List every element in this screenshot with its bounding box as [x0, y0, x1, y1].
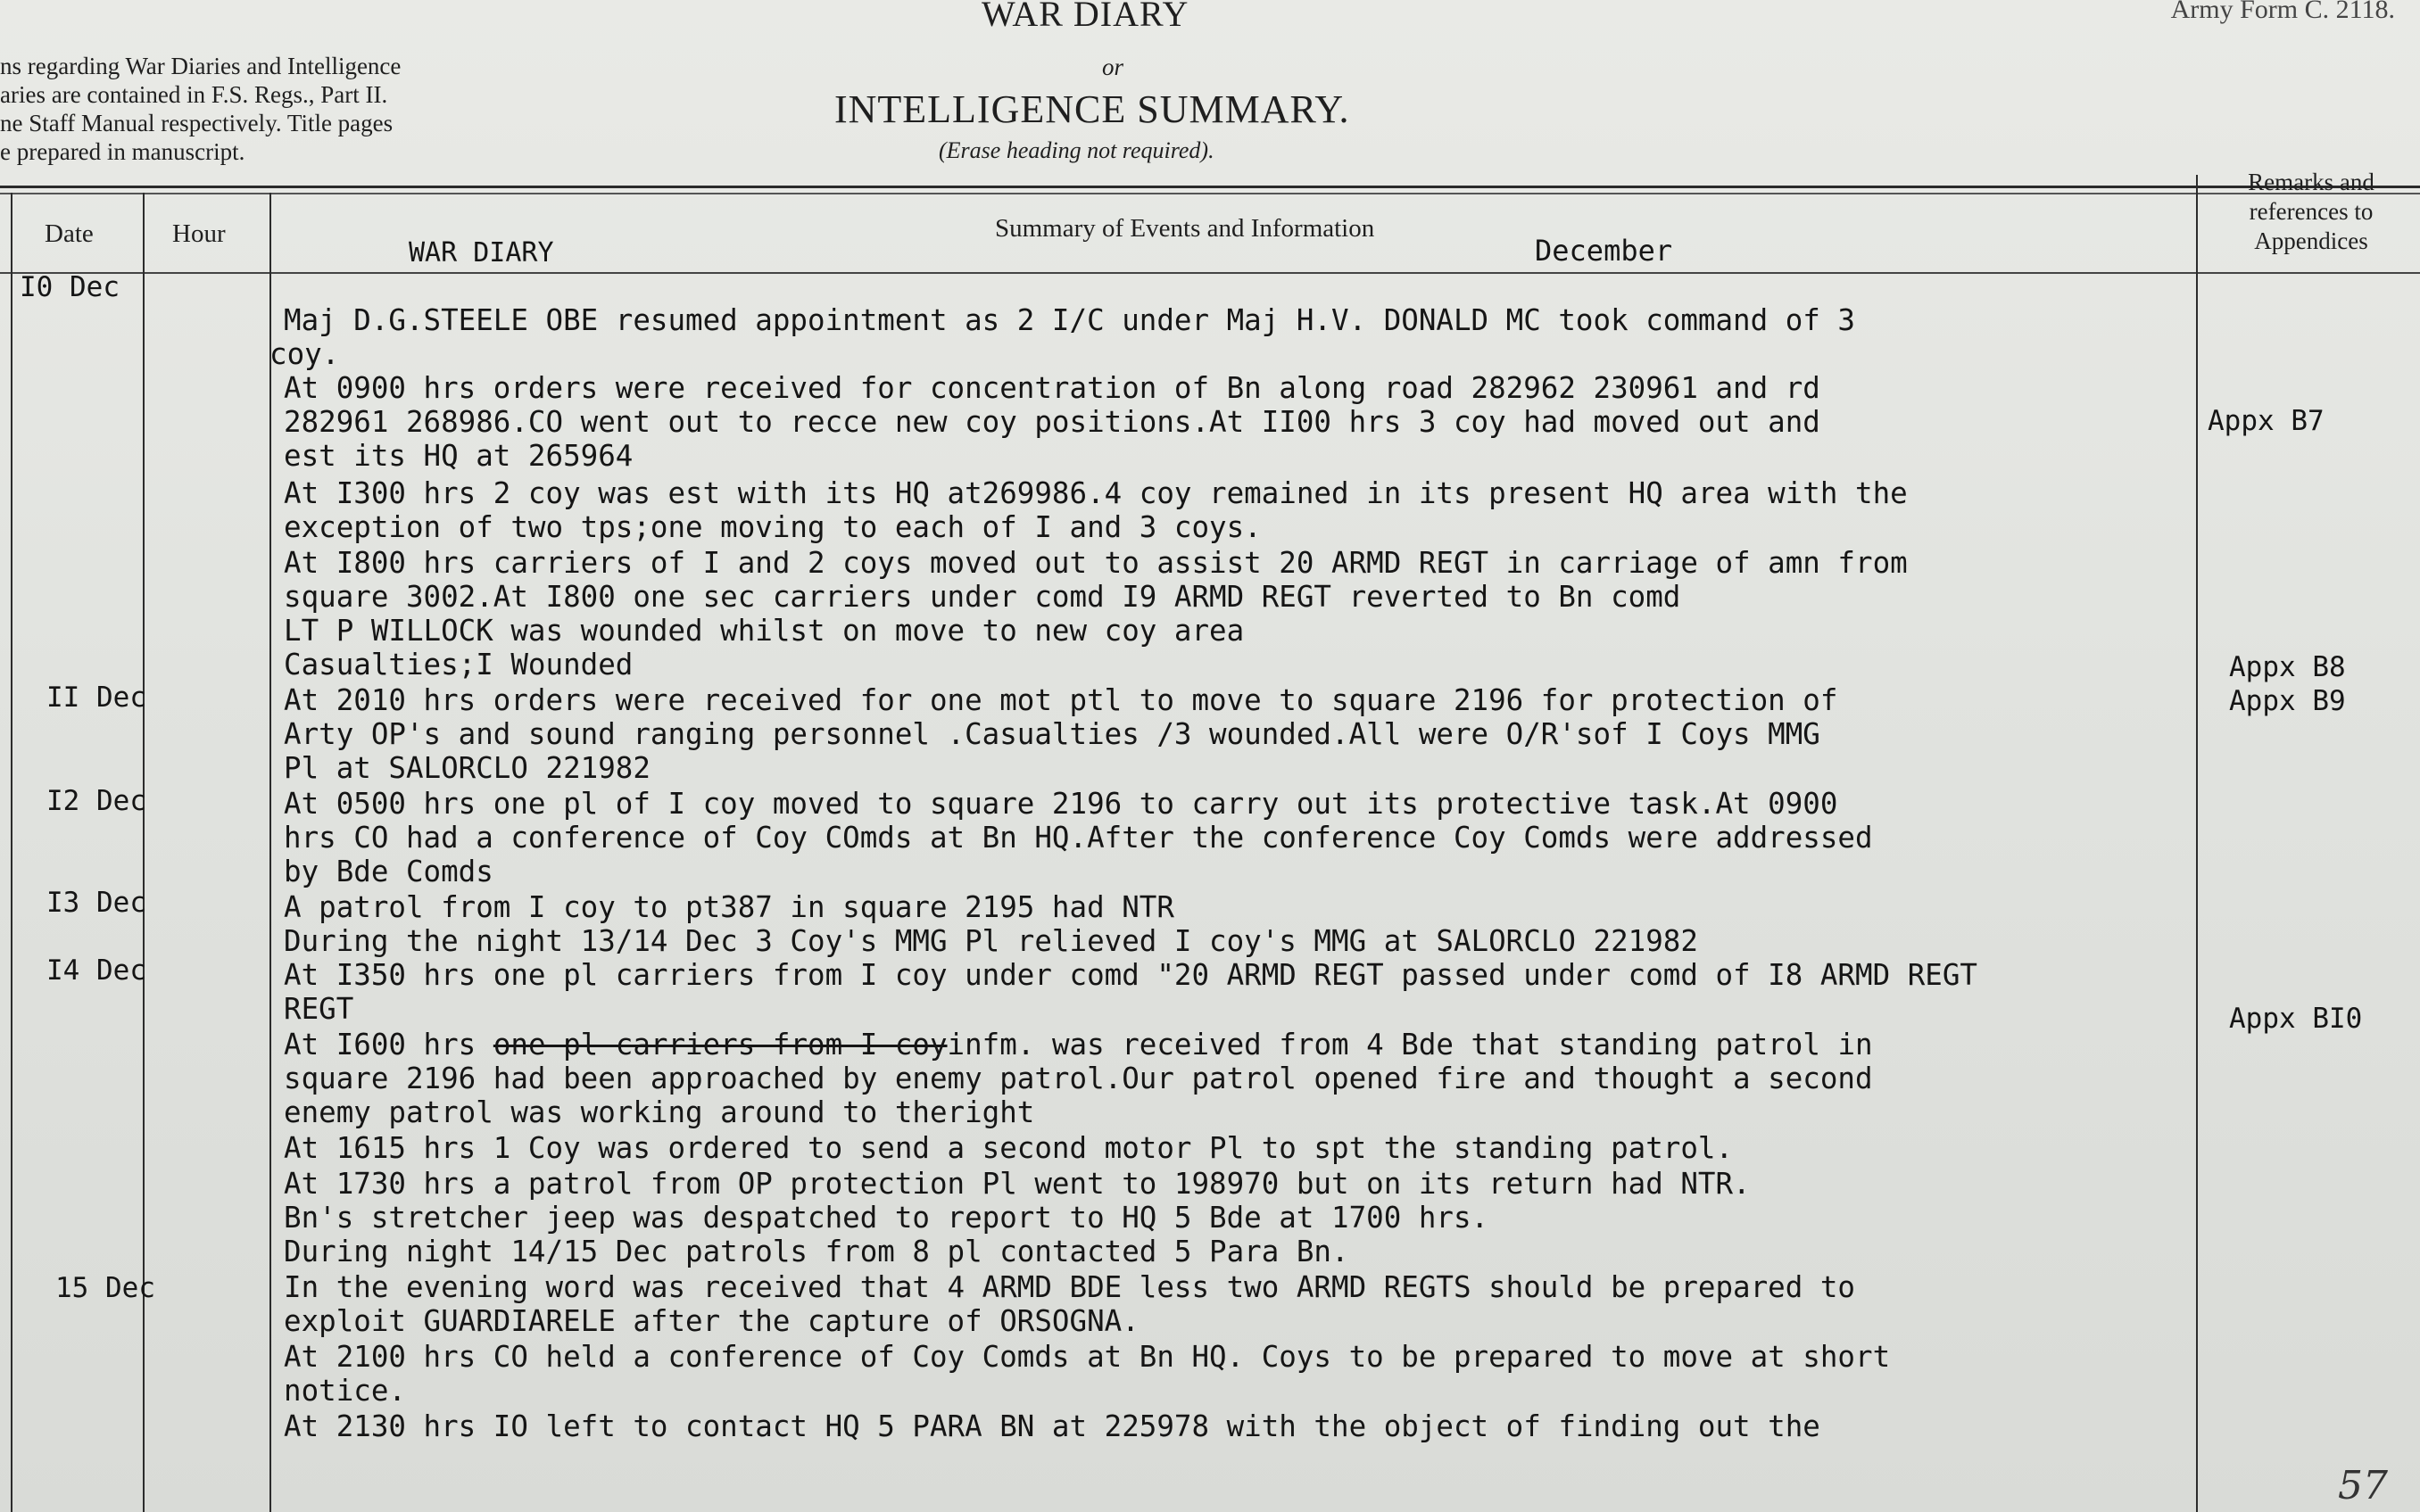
summary-line: At 2100 hrs CO held a conference of Coy Comds at Bn HQ. Coys to be prepared to move at short	[284, 1340, 1891, 1374]
page-number-mark: 57	[2338, 1463, 2388, 1508]
summary-line: exception of two tps;one moving to each of I and 3 coys.	[284, 510, 1262, 544]
summary-line-1600	[284, 1028, 1873, 1062]
remarks-header-line: references to	[2249, 198, 2374, 225]
summary-line: enemy patrol was working around to theright	[284, 1095, 1035, 1129]
summary-line: LT P WILLOCK was wounded whilst on move to new coy area	[284, 614, 1245, 648]
column-rule-date-hour	[143, 193, 145, 1512]
column-header-date: Date	[45, 219, 94, 248]
remarks-header-line: Appendices	[2254, 227, 2368, 254]
summary-line: A patrol from I coy to pt387 in square 2195 had NTR	[284, 890, 1174, 924]
summary-line: At I300 hrs 2 coy was est with its HQ at269986.4 coy remained in its present HQ area with the	[284, 476, 1908, 510]
summary-line: est its HQ at 265964	[284, 439, 634, 473]
form-instructions	[0, 52, 535, 166]
summary-line: exploit GUARDIARELE after the capture of ORSOGNA.	[284, 1304, 1140, 1338]
column-header-remarks	[2204, 168, 2418, 256]
typed-header-label: WAR DIARY	[409, 237, 554, 269]
form-title: WAR DIARY	[982, 0, 1189, 34]
entry-date: I2 Dec	[46, 785, 146, 817]
entry-date: 15 Dec	[55, 1272, 155, 1304]
table-top-rule	[0, 186, 2420, 188]
summary-line: At 1730 hrs a patrol from OP protection Pl went to 198970 but on its return had NTR.	[284, 1167, 1751, 1201]
entry-date: I3 Dec	[46, 887, 146, 919]
appendix-reference: Appx BI0	[2229, 1003, 2363, 1035]
appendix-reference: Appx B8	[2229, 651, 2346, 683]
entry-date: II Dec	[46, 682, 146, 714]
summary-line: Bn's stretcher jeep was despatched to report to HQ 5 Bde at 1700 hrs.	[284, 1201, 1489, 1235]
column-rule-left	[11, 193, 12, 1512]
column-header-summary: Summary of Events and Information	[995, 214, 1375, 243]
appendix-reference: Appx B9	[2229, 685, 2346, 717]
summary-line: REGT	[284, 992, 354, 1026]
summary-line: square 2196 had been approached by enemy patrol.Our patrol opened fire and thought a second	[284, 1062, 1873, 1095]
summary-line: During the night 13/14 Dec 3 Coy's MMG Pl relieved I coy's MMG at SALORCLO 221982	[284, 924, 1698, 958]
summary-line: 282961 268986.CO went out to recce new coy positions.At II00 hrs 3 coy had moved out and	[284, 405, 1820, 439]
summary-line: by Bde Comds	[284, 855, 493, 888]
summary-line: coy.	[269, 337, 340, 371]
erase-note: (Erase heading not required).	[939, 137, 1214, 163]
column-rule-hour-summary	[269, 193, 271, 1512]
summary-text: infm. was received from 4 Bde that standing patrol in	[947, 1028, 1873, 1062]
entry-date: I4 Dec	[46, 954, 146, 987]
summary-text: At I600 hrs	[284, 1028, 477, 1062]
summary-line: Arty OP's and sound ranging personnel .Casualties /3 wounded.All were O/R'sof I Coys MMG	[284, 717, 1820, 751]
form-subtitle: INTELLIGENCE SUMMARY.	[834, 87, 1350, 131]
summary-line: In the evening word was received that 4 ARMD BDE less two ARMD REGTS should be prepared to	[284, 1270, 1855, 1304]
summary-line: During night 14/15 Dec patrols from 8 pl contacted 5 Para Bn.	[284, 1235, 1349, 1268]
instruction-line: ne Staff Manual respectively. Title pages	[0, 110, 394, 136]
table-top-rule-inner	[0, 193, 2420, 194]
instruction-line: aries are contained in F.S. Regs., Part II.	[0, 81, 388, 108]
summary-line: Maj D.G.STEELE OBE resumed appointment as 2 I/C under Maj H.V. DONALD MC took command of 3	[284, 303, 1855, 337]
entry-date: I0 Dec	[20, 271, 120, 303]
instruction-line: ns regarding War Diaries and Intelligence	[0, 53, 402, 79]
summary-line: square 3002.At I800 one sec carriers under comd I9 ARMD REGT reverted to Bn comd	[284, 580, 1681, 614]
typed-header-month: December	[1535, 234, 1673, 268]
summary-line: hrs CO had a conference of Coy COmds at Bn HQ.After the conference Coy Comds were addressed	[284, 821, 1873, 855]
column-header-hour: Hour	[172, 219, 226, 248]
summary-line: At I350 hrs one pl carriers from I coy under comd "20 ARMD REGT passed under comd of I8 ARMD REGT	[284, 958, 1977, 992]
summary-line: Casualties;I Wounded	[284, 648, 634, 682]
form-number: Army Form C. 2118.	[2170, 0, 2395, 24]
header-bottom-rule	[0, 272, 2420, 274]
summary-line: At 2010 hrs orders were received for one mot ptl to move to square 2196 for protection of	[284, 683, 1838, 717]
summary-line: At I800 hrs carriers of I and 2 coys moved out to assist 20 ARMD REGT in carriage of amn from	[284, 546, 1908, 580]
instruction-line: e prepared in manuscript.	[0, 138, 245, 165]
struck-text: one pl carriers from I coy	[493, 1028, 948, 1062]
summary-line: At 0500 hrs one pl of I coy moved to square 2196 to carry out its protective task.At 0900	[284, 787, 1838, 821]
summary-line: At 0900 hrs orders were received for concentration of Bn along road 282962 230961 and rd	[284, 371, 1820, 405]
column-rule-summary-remarks	[2196, 175, 2198, 1512]
remarks-header-line: Remarks and	[2248, 169, 2374, 195]
summary-line: At 2130 hrs IO left to contact HQ 5 PARA BN at 225978 with the object of finding out the	[284, 1409, 1820, 1443]
form-title-or: or	[1102, 54, 1124, 80]
summary-line: Pl at SALORCLO 221982	[284, 751, 651, 785]
summary-line: At 1615 hrs 1 Coy was ordered to send a second motor Pl to spt the standing patrol.	[284, 1131, 1734, 1165]
appendix-reference: Appx B7	[2208, 405, 2325, 437]
summary-line: notice.	[284, 1374, 406, 1408]
